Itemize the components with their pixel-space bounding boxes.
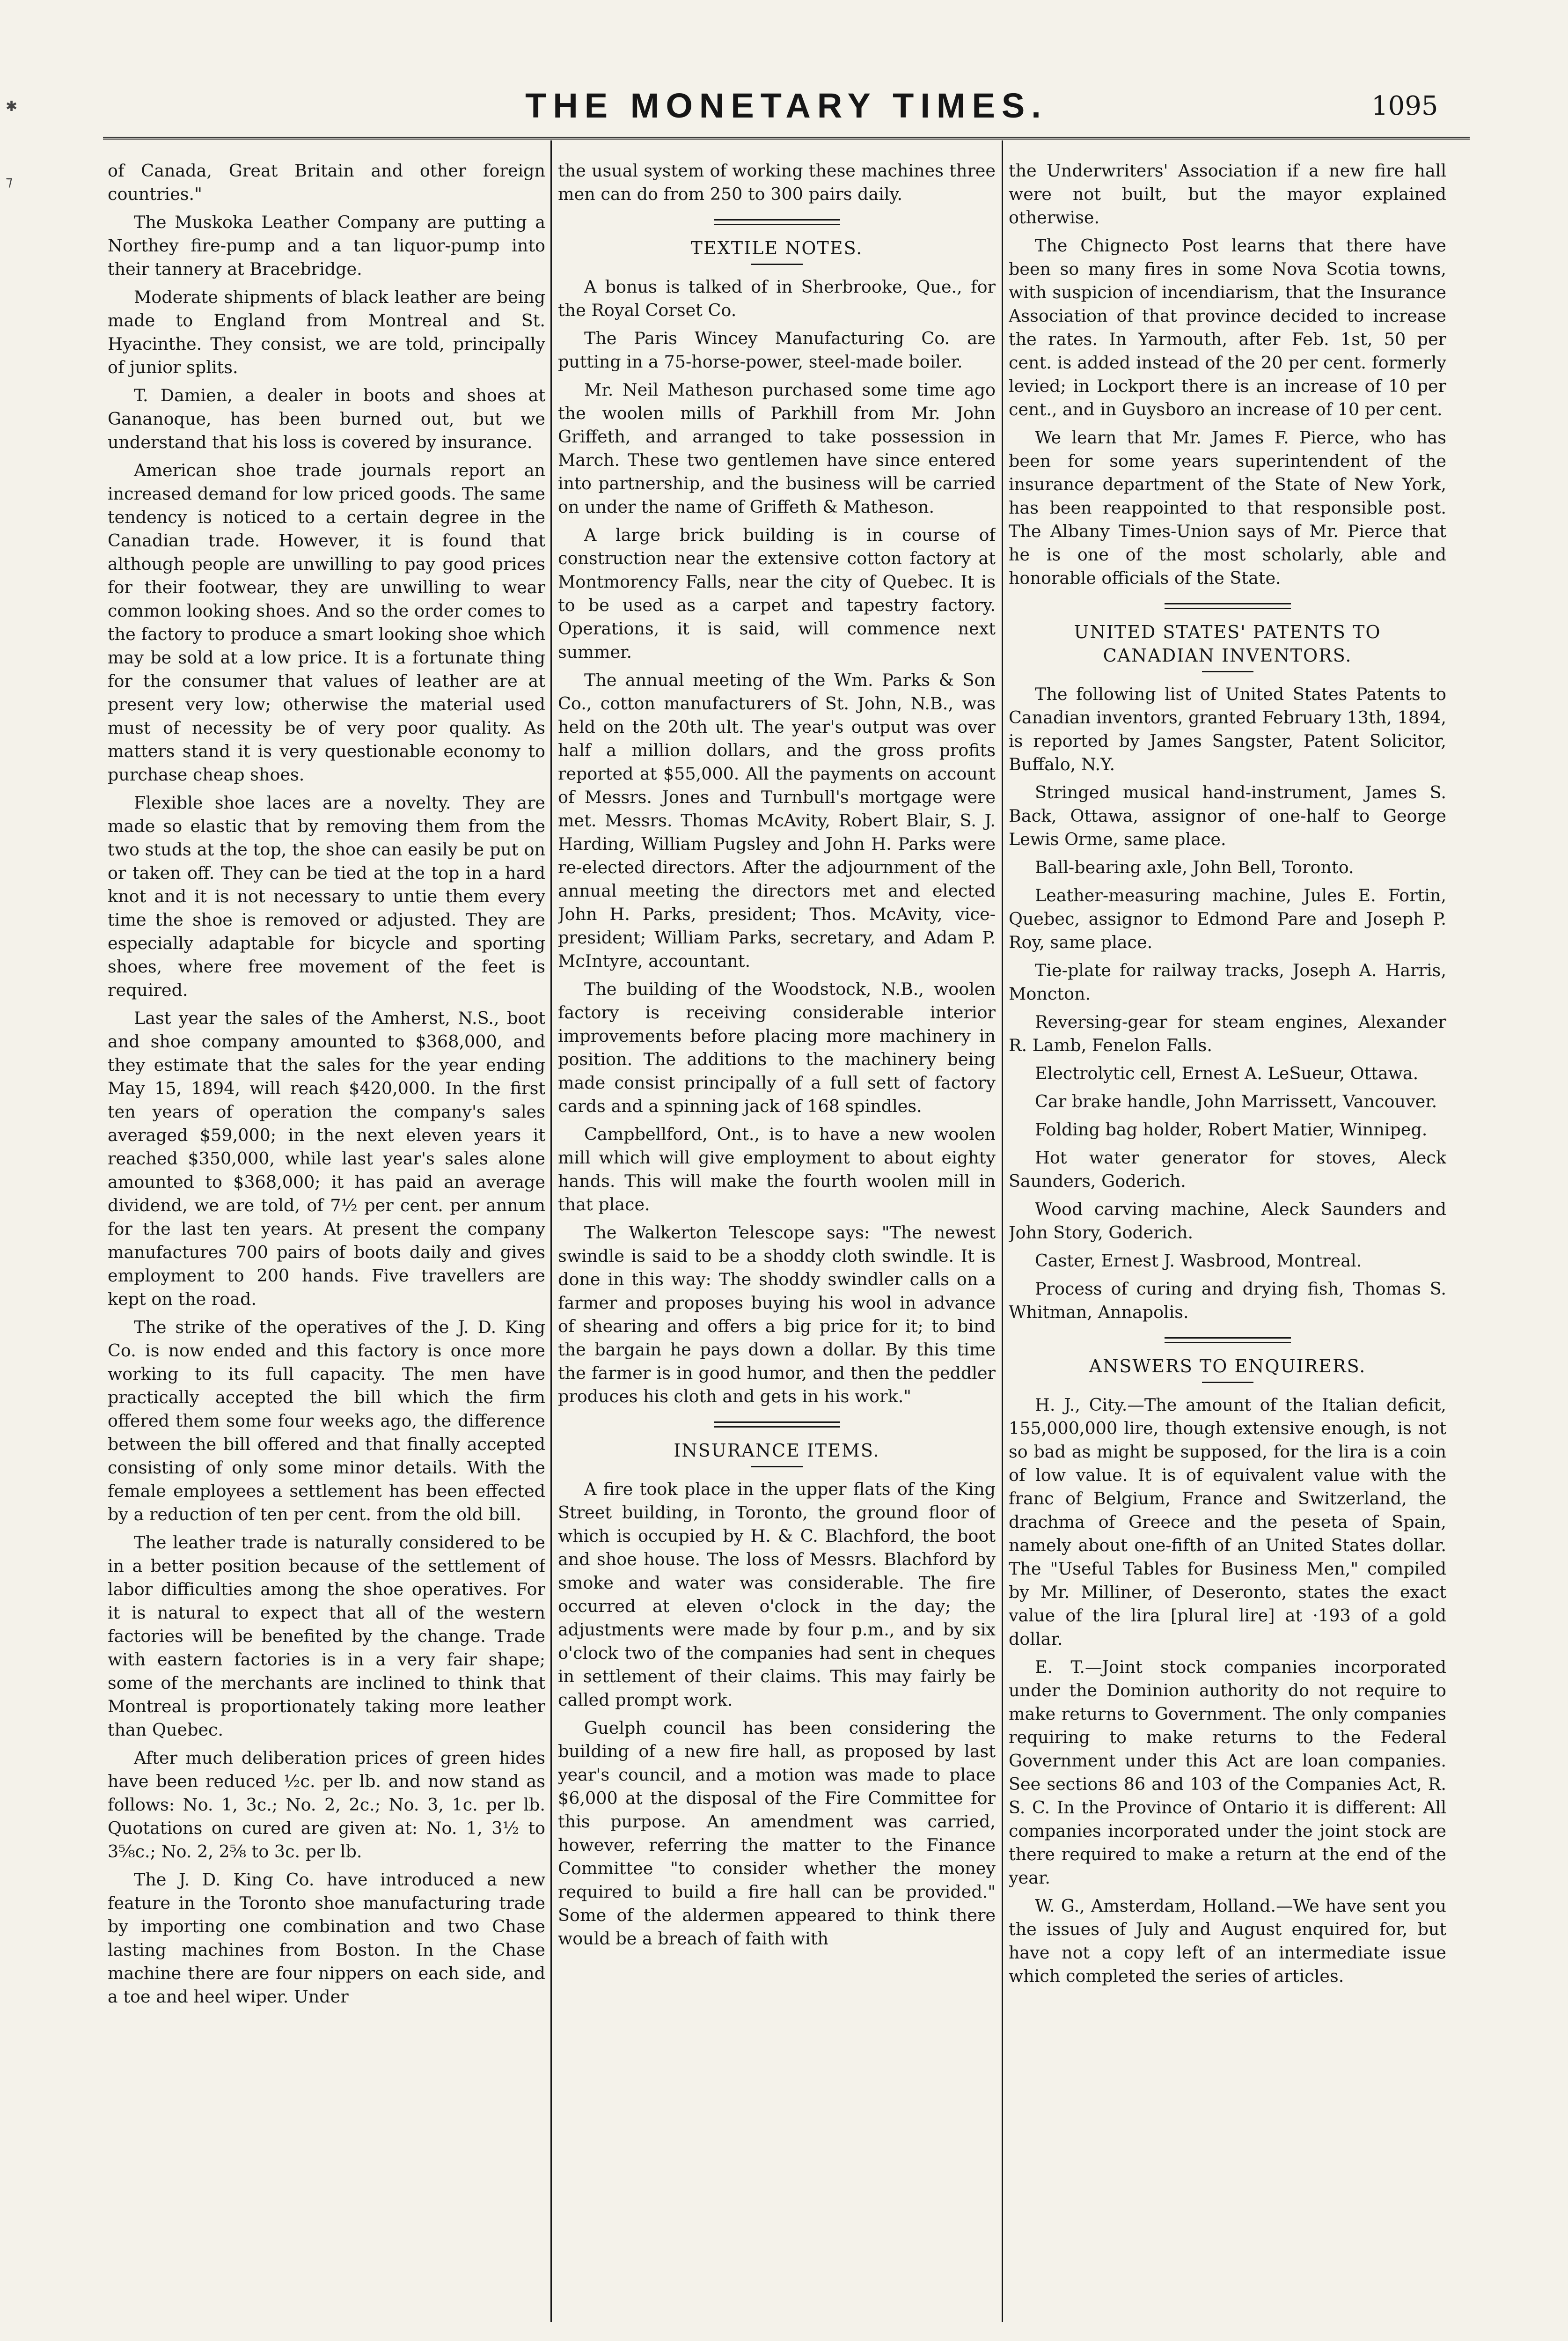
heading-rule [751, 1466, 803, 1467]
article-paragraph: Ball-bearing axle, John Bell, Toronto. [1035, 857, 1354, 877]
article-paragraph: Leather-measuring machine, Jules E. Fortin, Quebec, assignor to Edmond Pare and Joseph P. Roy, same place. [1009, 885, 1446, 952]
article-paragraph: The strike of the operatives of the J. D. King Co. is now ended and this factory is once more working to its full capacity. The men have practically accepted the bill which the firm offered them some four weeks ago, the difference between the bill offered and that finally accepted consisting of only some minor details. With the female employees a settlement has been effected by a reduction of ten per cent. from the old bill. [108, 1317, 545, 1524]
article-paragraph: The following list of United States Patents to Canadian inventors, granted February 13th, 1894, is reported by James Sangster, Patent Solicitor, Buffalo, N.Y. [1009, 684, 1446, 774]
article-paragraph: Guelph council has been considering the building of a new fire hall, as proposed by last year's council, and a motion was made to place $6,000 at the disposal of the Fire Committee for this purpose. An amendment was carried, however, referring the matter to the Finance Committee "to consider whether the money required to build a fire hall can be provided." Some of the aldermen appeared to think there would be a breach of faith with [558, 1718, 996, 1949]
article-paragraph: Stringed musical hand-instrument, James S. Back, Ottawa, assignor of one-half to George Lewis Orme, same place. [1009, 782, 1446, 849]
article-paragraph: H. J., City.—The amount of the Italian deficit, 155,000,000 lire, though extensive enough, is not so bad as might be supposed, for the lira is a coin of low value. It is of equivalent value with the franc of Belgium, France and Switzerland, the drachma of Greece and the peseta of Spain, namely about one-fifth of an United States dollar. The "Useful Tables for Business Men," compiled by Mr. Milliner, of Deseronto, states the exact value of the lira [plural lire] at ·193 of a gold dollar. [1009, 1395, 1446, 1649]
masthead [0, 82, 1568, 129]
section-separator [1165, 1337, 1291, 1343]
column-divider [1002, 140, 1003, 2322]
heading-rule [1202, 1382, 1253, 1383]
column-1 [108, 159, 545, 2332]
article-paragraph: The Walkerton Telescope says: "The newest swindle is said to be a shoddy cloth swindle. It is done in this way: The shoddy swindler calls on a farmer and proposes buying his wool in advance of shearing and offers a big price for it; to bind the bargain he pays down a dollar. By this time the farmer is in good humor, and then the peddler produces his cloth and gets in his work." [558, 1222, 996, 1406]
article-paragraph: Caster, Ernest J. Wasbrood, Montreal. [1035, 1251, 1362, 1271]
article-paragraph: Mr. Neil Matheson purchased some time ago the woolen mills of Parkhill from Mr. John Griffeth, and arranged to take possession in March. These two gentlemen have since entered into partnership, and the business will be carried on under the name of Griffeth & Matheson. [558, 380, 996, 517]
section-heading: UNITED STATES' PATENTS TO CANADIAN INVENTORS. [1074, 622, 1381, 666]
article-paragraph: A large brick building is in course of construction near the extensive cotton factory at Montmorency Falls, near the city of Quebec. It is to be used as a carpet and tapestry factory. Operations, it is said, will commence next summer. [558, 525, 996, 662]
section-separator [714, 219, 840, 225]
article-paragraph: of Canada, Great Britain and other foreign countries." [108, 161, 545, 204]
article-paragraph: The Chignecto Post learns that there have been so many fires in some Nova Scotia towns, with suspicion of incendiarism, that the Insurance Association of that province decided to increase the rates. In Yarmouth, after Feb. 1st, 50 per cent. is added instead of the 20 per cent. formerly levied; in Lockport there is an increase of 10 per cent., and in Guysboro an increase of 10 per cent. [1009, 236, 1446, 420]
article-paragraph: T. Damien, a dealer in boots and shoes at Gananoque, has been burned out, but we understand that his loss is covered by insurance. [108, 385, 545, 452]
article-paragraph: Electrolytic cell, Ernest A. LeSueur, Ottawa. [1035, 1063, 1419, 1083]
margin-mark: ✱ [6, 98, 18, 115]
article-paragraph: E. T.—Joint stock companies incorporated under the Dominion authority do not require to make returns to Government. The only companies requiring to make returns to the Federal Government under this Act are loan companies. See sections 86 and 103 of the Companies Act, R. S. C. In the Province of Ontario it is different: All companies incorporated under the joint stock are there required to make a return at the end of the year. [1009, 1657, 1446, 1888]
page-number: 1095 [1371, 91, 1438, 121]
column-divider [550, 140, 552, 2322]
article-paragraph: The annual meeting of the Wm. Parks & Son Co., cotton manufacturers of St. John, N.B., was held on the 20th ult. The year's output was over half a million dollars, and the gross profits reported at $55,000. All the payments on account of Messrs. Jones and Turnbull's mortgage were met. Messrs. Thomas McAvity, Robert Blair, S. J. Harding, William Pugsley and John H. Parks were re-elected directors. After the adjournment of the annual meeting the directors met and elected John H. Parks, president; Thos. McAvity, vice-president; William Parks, secretary, and Adam P. McIntyre, accountant. [558, 670, 996, 971]
article-paragraph: After much deliberation prices of green hides have been reduced ½c. per lb. and now stand as follows: No. 1, 3c.; No. 2, 2c.; No. 3, 1c. per lb. Quotations on cured are given at: No. 1, 3½ to 3⅝c.; No. 2, 2⅝ to 3c. per lb. [108, 1748, 545, 1862]
article-paragraph: The Muskoka Leather Company are putting a Northey fire-pump and a tan liquor-pump into their tannery at Bracebridge. [108, 212, 545, 279]
article-paragraph: Process of curing and drying fish, Thomas S. Whitman, Annapolis. [1009, 1279, 1446, 1322]
section-heading: ANSWERS TO ENQUIRERS. [1089, 1356, 1366, 1377]
article-paragraph: Flexible shoe laces are a novelty. They are made so elastic that by removing them from the two studs at the top, the shoe can easily be put on or taken off. They can be tied at the top in a hard knot and it is not necessary to untie them every time the shoe is removed or adjusted. They are especially adaptable for bicycle and sporting shoes, where free movement of the feet is required. [108, 793, 545, 1000]
article-paragraph: Tie-plate for railway tracks, Joseph A. Harris, Moncton. [1009, 960, 1446, 1004]
article-paragraph: Hot water generator for stoves, Aleck Saunders, Goderich. [1009, 1148, 1446, 1191]
article-paragraph: Campbellford, Ont., is to have a new woolen mill which will give employment to about eighty hands. This will make the fourth woolen mill in that place. [558, 1124, 996, 1215]
margin-mark: ⁊ [6, 173, 13, 190]
masthead-rule [103, 137, 1470, 140]
article-paragraph: American shoe trade journals report an increased demand for low priced goods. The same tendency is noticed to a certain degree in the Canadian trade. However, it is found that although people are unwilling to pay good prices for their footwear, they are unwilling to wear common looking shoes. And so the order comes to the factory to produce a smart looking shoe which may be sold at a low price. It is a fortunate thing for the consumer that values of leather are at present very low; otherwise the material used must of necessity be of very poor quality. As matters stand it is very questionable economy to purchase cheap shoes. [108, 460, 545, 785]
article-paragraph: A fire took place in the upper flats of the King Street building, in Toronto, the ground floor of which is occupied by H. & C. Blachford, the boot and shoe house. The loss of Messrs. Blachford by smoke and water was considerable. The fire occurred at eleven o'clock in the day; the adjustments were made by four p.m., and by six o'clock two of the companies had sent in cheques in settlement of their claims. This may fairly be called prompt work. [558, 1479, 996, 1710]
column-3 [1009, 159, 1446, 2332]
article-paragraph: W. G., Amsterdam, Holland.—We have sent you the issues of July and August enquired for, but have not a copy left of an intermediate issue which completed the series of articles. [1009, 1896, 1446, 1986]
article-paragraph: Folding bag holder, Robert Matier, Winnipeg. [1035, 1119, 1428, 1140]
article-paragraph: the Underwriters' Association if a new fire hall were not built, but the mayor explained otherwise. [1009, 161, 1446, 228]
article-paragraph: the usual system of working these machines three men can do from 250 to 300 pairs daily. [558, 161, 996, 204]
article-paragraph: We learn that Mr. James F. Pierce, who has been for some years superintendent of the insurance department of the State of New York, has been reappointed to that responsible post. The Albany Times-Union says of Mr. Pierce that he is one of the most scholarly, able and honorable officials of the State. [1009, 427, 1446, 588]
article-paragraph: Wood carving machine, Aleck Saunders and John Story, Goderich. [1009, 1199, 1446, 1243]
article-paragraph: The J. D. King Co. have introduced a new feature in the Toronto shoe manufacturing trade by importing one combination and two Chase lasting machines from Boston. In the Chase machine there are four nippers on each side, and a toe and heel wiper. Under [108, 1870, 545, 2007]
article-paragraph: Last year the sales of the Amherst, N.S., boot and shoe company amounted to $368,000, and they estimate that the sales for the year ending May 15, 1894, will reach $420,000. In the first ten years of operation the company's sales averaged $59,000; in the next eleven years it reached $350,000, while last year's sales alone amounted to $368,000; it has paid an average dividend, we are told, of 7½ per cent. per annum for the last ten years. At present the company manufactures 700 pairs of boots daily and gives employment to 200 hands. Five travellers are kept on the road. [108, 1008, 545, 1309]
column-2 [558, 159, 996, 2332]
article-paragraph: The building of the Woodstock, N.B., woolen factory is receiving considerable interior improvements before placing more machinery in position. The additions to the machinery being made consist principally of a full sett of factory cards and a spinning jack of 168 spindles. [558, 979, 996, 1116]
article-paragraph: The Paris Wincey Manufacturing Co. are putting in a 75-horse-power, steel-made boiler. [558, 328, 996, 372]
article-paragraph: Car brake handle, John Marrissett, Vancouver. [1035, 1091, 1437, 1112]
article-paragraph: The leather trade is naturally considered to be in a better position because of the settlement of labor difficulties among the shoe operatives. For it is natural to expect that all of the western factories will be benefited by the change. Trade with eastern factories is in a very fair shape; some of the merchants are inclined to think that Montreal is proportionately taking more leather than Quebec. [108, 1532, 545, 1740]
section-separator [1165, 603, 1291, 609]
section-heading: TEXTILE NOTES. [690, 238, 863, 258]
section-separator [714, 1421, 840, 1428]
heading-rule [751, 264, 803, 265]
section-heading: INSURANCE ITEMS. [674, 1440, 880, 1461]
heading-rule [1202, 671, 1253, 672]
article-paragraph: A bonus is talked of in Sherbrooke, Que., for the Royal Corset Co. [558, 277, 996, 320]
publication-title: THE MONETARY TIMES. [525, 86, 1048, 125]
article-paragraph: Moderate shipments of black leather are being made to England from Montreal and St. Hyacinthe. They consist, we are told, principally of junior splits. [108, 287, 545, 377]
article-paragraph: Reversing-gear for steam engines, Alexander R. Lamb, Fenelon Falls. [1009, 1012, 1446, 1055]
